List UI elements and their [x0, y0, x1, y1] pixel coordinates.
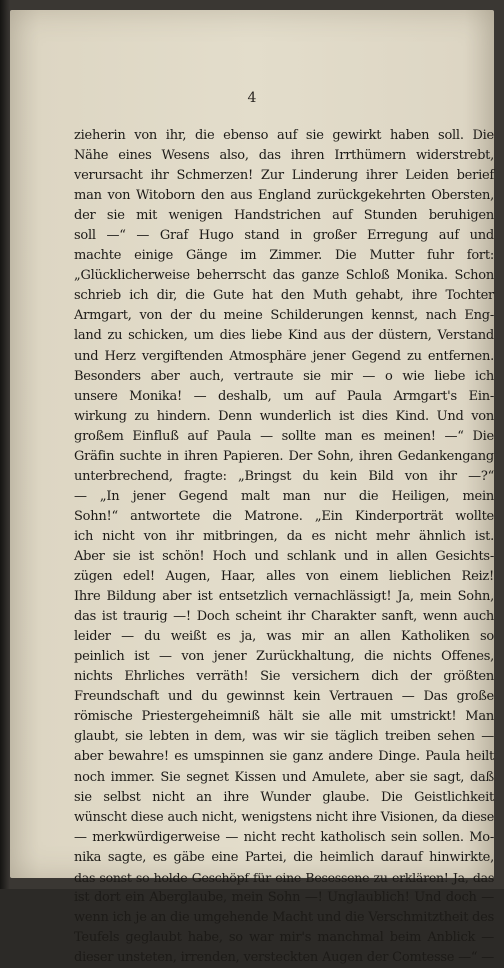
text-line: leider — du weißt es ja, was mir an allen Katholiken so — [74, 629, 494, 645]
text-line: — „In jener Gegend malt man nur die Heiligen, mein — [74, 488, 494, 504]
text-line: zieherin von ihr, die ebenso auf sie gewirkt haben soll. Die — [74, 128, 494, 143]
text-line: großem Einfluß auf Paula — sollte man es meinen! —“ Die — [74, 428, 494, 444]
text-line: Aber sie ist schön! Hoch und schlank und in allen Gesichts- — [74, 548, 494, 564]
text-line: land zu schicken, um dies liebe Kind aus der düstern, Verstand — [74, 328, 494, 344]
text-line: „Glücklicherweise beherrscht das ganze Schloß Monika. Schon — [74, 268, 494, 284]
text-line: — merkwürdigerweise — nicht recht katholisch sein sollen. Mo- — [74, 829, 494, 845]
text-line: Besonders aber auch, vertraute sie mir — o wie liebe ich — [74, 368, 494, 384]
text-line: sie selbst nicht an ihre Wunder glaube. Die Geistlichkeit — [74, 789, 494, 805]
text-line: peinlich ist — von jener Zurückhaltung, die nichts Offenes, — [74, 649, 494, 665]
text-line: und Herz vergiftenden Atmosphäre jener Gegend zu entfernen. — [74, 348, 494, 364]
text-line: soll —“ — Graf Hugo stand in großer Erregung auf und — [74, 228, 494, 244]
text-line: Nähe eines Wesens also, das ihren Irrthümern widerstrebt, — [74, 148, 494, 164]
text-line: Teufels geglaubt habe, so war mir's manchmal beim Anblick — — [74, 929, 494, 945]
text-line: zügen edel! Augen, Haar, alles von einem lieblichen Reiz! — [74, 569, 494, 585]
text-line: nichts Ehrliches verräth! Sie versichern dich der größten — [74, 669, 494, 685]
text-line: Armgart, von der du meine Schilderungen kennst, nach Eng- — [74, 308, 494, 324]
page-number: 4 — [247, 90, 257, 106]
text-line: der sie mit wenigen Handstrichen auf Stunden beruhigen — [74, 208, 494, 224]
text-line: Gräfin suchte in ihren Papieren. Der Sohn, ihren Gedankengang — [74, 448, 494, 464]
text-line: machte einige Gänge im Zimmer. Die Mutter fuhr fort: — [74, 248, 494, 264]
text-line: Freundschaft und du gewinnst kein Vertrauen — Das große — [74, 689, 494, 705]
text-line: glaubt, sie lebten in dem, was wir sie täglich treiben sehen — — [74, 729, 494, 745]
text-line: dieser unsteten, irrenden, versteckten Augen der Comtesse —“ — — [74, 949, 494, 965]
text-line: das sonst so holde Geschöpf für eine Besessene zu erklären! Ja, das — [74, 869, 494, 885]
text-line: das ist traurig —! Doch scheint ihr Charakter sanft, wenn auch — [74, 609, 494, 625]
text-line: Sohn!“ antwortete die Matrone. „Ein Kinderporträt wollte — [74, 508, 494, 524]
text-line: verursacht ihr Schmerzen! Zur Linderung ihrer Leiden berief — [74, 168, 494, 184]
text-line: noch immer. Sie segnet Kissen und Amulete, aber sie sagt, daß — [74, 769, 494, 785]
text-line: schrieb ich dir, die Gute hat den Muth gehabt, ihre Tochter — [74, 288, 494, 304]
body-text — [74, 126, 494, 968]
text-line: ich nicht von ihr mitbringen, da es nicht mehr ähnlich ist. — [74, 528, 494, 544]
text-line: unterbrechend, fragte: „Bringst du kein Bild von ihr —?“ — [74, 468, 494, 484]
text-line: nika sagte, es gäbe eine Partei, die heimlich darauf hinwirkte, — [74, 849, 494, 865]
text-line: man von Witoborn den aus England zurückgekehrten Obersten, — [74, 188, 494, 204]
text-line: wirkung zu hindern. Denn wunderlich ist dies Kind. Und von — [74, 408, 494, 424]
book-page — [10, 10, 494, 965]
text-line: wünscht diese auch nicht, wenigstens nicht ihre Visionen, da diese — [74, 809, 494, 825]
text-line: Ihre Bildung aber ist entsetzlich vernachlässigt! Ja, mein Sohn, — [74, 589, 494, 605]
text-line: unsere Monika! — deshalb, um auf Paula Armgart's Ein- — [74, 388, 494, 404]
text-line: römische Priestergeheimniß hält sie alle mit umstrickt! Man — [74, 709, 494, 725]
text-line: wenn ich je an die umgehende Macht und die Verschmitztheit des — [74, 909, 494, 925]
text-line: aber bewahre! es umspinnen sie ganz andere Dinge. Paula heilt — [74, 749, 494, 765]
book-spine-shadow — [0, 0, 10, 889]
text-line: ist dort ein Aberglaube, mein Sohn —! Unglaublich! Und doch — — [74, 889, 494, 905]
